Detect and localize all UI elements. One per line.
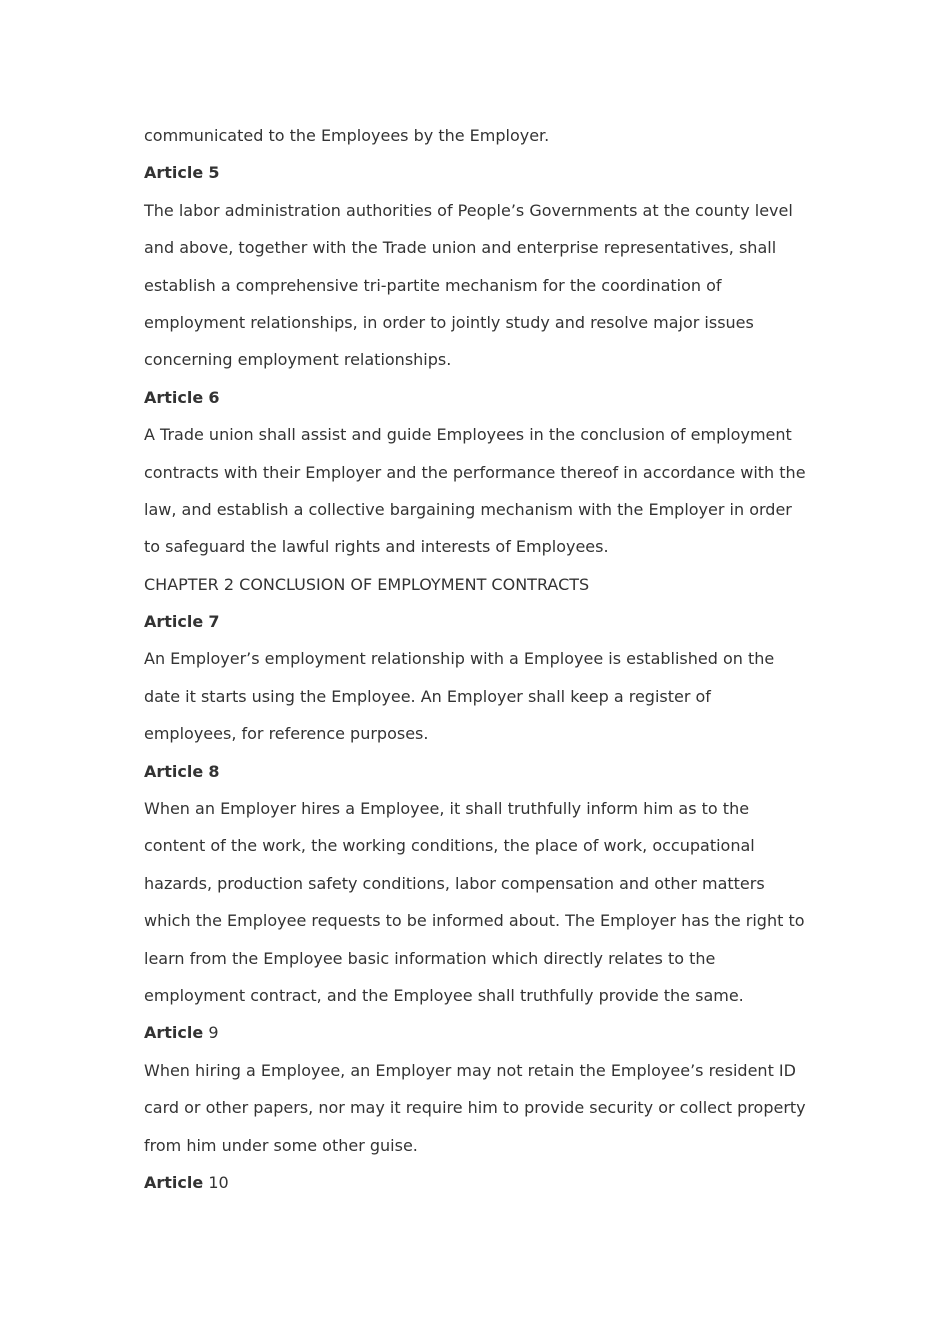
paragraph-line: hazards, production safety conditions, labor compensation and other matters — [144, 873, 765, 893]
paragraph-line: from him under some other guise. — [144, 1135, 418, 1155]
paragraph-line: The labor administration authorities of People’s Governments at the county level — [144, 200, 793, 220]
article-heading — [144, 603, 814, 640]
paragraph-line: employment contract, and the Employee shall truthfully provide the same. — [144, 985, 744, 1005]
paragraph-line: establish a comprehensive tri-partite mechanism for the coordination of — [144, 275, 722, 295]
paragraph-line: concerning employment relationships. — [144, 350, 452, 370]
article-heading-label: Article — [144, 1023, 204, 1043]
paragraph-line: When an Employer hires a Employee, it shall truthfully inform him as to the — [144, 799, 750, 819]
article-heading-label: Article — [144, 387, 204, 407]
paragraph-line: date it starts using the Employee. An Employer shall keep a register of — [144, 686, 711, 706]
article-heading — [144, 379, 814, 416]
paragraph-line: CHAPTER 2 CONCLUSION OF EMPLOYMENT CONTRACTS — [144, 574, 590, 594]
article-heading-number: 9 — [208, 1023, 219, 1043]
document-page — [144, 117, 814, 1201]
article-heading-number: 6 — [208, 387, 220, 407]
article-heading — [144, 1014, 814, 1051]
article-heading — [144, 753, 814, 790]
paragraph-line: When hiring a Employee, an Employer may not retain the Employee’s resident ID — [144, 1060, 796, 1080]
article-heading-label: Article — [144, 612, 204, 632]
paragraph — [144, 640, 814, 752]
article-heading-number: 8 — [208, 761, 220, 781]
article-heading-label: Article — [144, 761, 204, 781]
article-heading-number: 5 — [208, 163, 220, 183]
paragraph — [144, 117, 814, 154]
article-heading-number: 10 — [208, 1172, 229, 1192]
paragraph-line: A Trade union shall assist and guide Employees in the conclusion of employment — [144, 425, 792, 445]
paragraph — [144, 566, 814, 603]
article-heading — [144, 154, 814, 191]
paragraph-line: employees, for reference purposes. — [144, 724, 429, 744]
paragraph-line: content of the work, the working conditions, the place of work, occupational — [144, 836, 755, 856]
article-heading-label: Article — [144, 163, 204, 183]
paragraph-line: learn from the Employee basic information which directly relates to the — [144, 948, 716, 968]
paragraph — [144, 790, 814, 1014]
paragraph — [144, 1052, 814, 1164]
paragraph — [144, 416, 814, 566]
paragraph-line: contracts with their Employer and the performance thereof in accordance with the — [144, 462, 806, 482]
article-heading — [144, 1164, 814, 1201]
paragraph — [144, 192, 814, 379]
article-heading-label: Article — [144, 1172, 204, 1192]
paragraph-line: and above, together with the Trade union and enterprise representatives, shall — [144, 238, 777, 258]
paragraph-line: to safeguard the lawful rights and interests of Employees. — [144, 537, 609, 557]
paragraph-line: which the Employee requests to be informed about. The Employer has the right to — [144, 911, 805, 931]
paragraph-line: law, and establish a collective bargaining mechanism with the Employer in order — [144, 499, 792, 519]
paragraph-line: employment relationships, in order to jointly study and resolve major issues — [144, 312, 754, 332]
paragraph-line: An Employer’s employment relationship with a Employee is established on the — [144, 649, 775, 669]
paragraph-line: communicated to the Employees by the Employer. — [144, 126, 550, 145]
paragraph-line: card or other papers, nor may it require him to provide security or collect property — [144, 1098, 806, 1118]
article-heading-number: 7 — [208, 612, 220, 632]
